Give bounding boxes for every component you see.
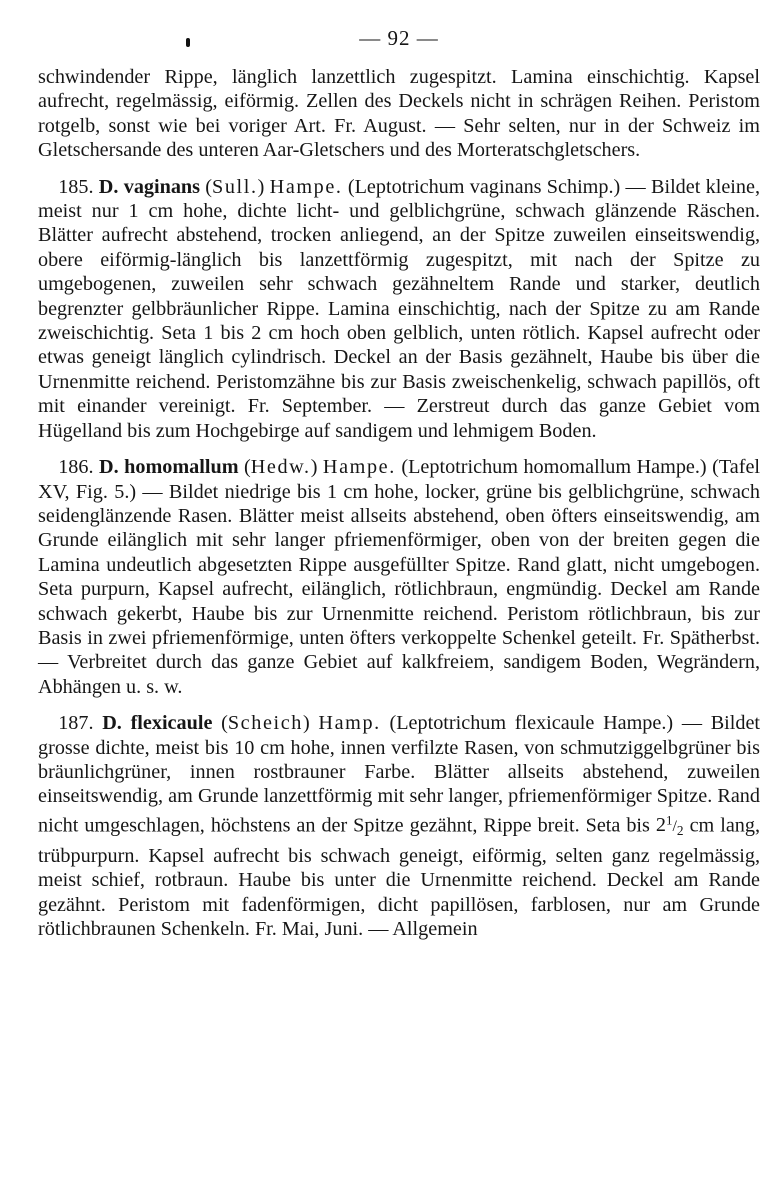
paren-open: (	[221, 712, 228, 735]
entry-187	[38, 711, 760, 941]
author-name: Sull.	[212, 175, 258, 198]
paren-close: )	[302, 712, 310, 735]
ink-mark	[186, 38, 190, 47]
species-name: vaginans	[123, 175, 201, 198]
authority-name: Hamp.	[318, 712, 381, 735]
fraction-denominator: 2	[676, 823, 684, 839]
entry-body: (Leptotrichum vaginans Schimp.) — Bildet kleine, meist nur 1 cm hohe, dichte licht- und gelblichgrüne, schwach glänzende Räschen. Blätter aufrecht abstehend, trocken anliegend, an der Spitze zuweilen einseitswendig, obere eiförmig-länglich bis lanzettförmig zugespitzt, mit nach der Spitze zu umgebogenen, zuweilen sehr schwach gezähneltem Rande und starker, deutlich begrenzter gelbbräunlicher Rippe. Lamina einschichtig, nach der Spitze zu am Rande zweischichtig. Seta 1 bis 2 cm hoch oben gelblich, unten rötlich. Kapsel aufrecht oder etwas geneigt länglich cylindrisch. Deckel an der Basis gezähnelt, Haube bis über die Urnenmitte reichend. Peristomzähne bis zur Basis zweischenkelig, schwach papillös, oft mit einander vereinigt. Fr. September. — Zerstreut durch das ganze Gebiet vom Hügelland bis zum Hochgebirge auf sandigem und lehmigem Boden.	[38, 175, 760, 442]
genus-abbrev: D.	[98, 175, 119, 198]
paren-open: (	[205, 175, 213, 198]
genus-abbrev: D.	[99, 456, 119, 479]
entry-185	[38, 175, 760, 443]
intro-paragraph: schwindender Rippe, länglich lanzettlich zugespitzt. Lamina einschichtig. Kapsel aufrecht, regelmässig, eiförmig. Zellen des Deckels nicht in schrägen Reihen. Peristom rotgelb, sonst wie bei voriger Art. Fr. August. — Sehr selten, nur in der Schweiz im Gletschersande des unteren Aar-Gletschers und des Morteratschgletschers.	[38, 66, 760, 162]
species-name: flexicaule	[130, 712, 213, 735]
fraction-whole: 2	[655, 814, 666, 837]
authority-name: Hampe.	[322, 456, 396, 479]
entry-number: 185.	[58, 175, 94, 198]
page-number: — 92 —	[359, 26, 439, 50]
paren-close: )	[257, 175, 265, 198]
species-name: homomallum	[124, 456, 239, 479]
entry-body-part-b: cm lang, trübpurpurn. Kapsel aufrecht bis schwach geneigt, eiförmig, selten ganz regelmässig, meist schief, rotbraun. Haube bis unter die Urnenmitte reichend. Deckel am Rande gezähnt. Peristom mit fadenförmigen, dicht papillösen, farblosen, nur am Grunde rötlichbraunen Schenkeln. Fr. Mai, Juni. — Allgemein	[38, 814, 761, 940]
entry-number: 186.	[58, 456, 94, 479]
entry-186	[38, 455, 760, 699]
entry-number: 187.	[58, 712, 94, 735]
fraction-numerator: 1	[665, 812, 673, 828]
paren-close: )	[310, 456, 318, 479]
entry-body-part-a: (Leptotrichum flexicaule Hampe.) — Bildet grosse dichte, meist bis 10 cm hohe, innen verfilzte Rasen, von schmutziggelbgrüner bis bräunlichgrüner, innen rostbrauner Farbe. Blätter allseits abstehend, zuweilen einseitswendig, am Grunde lanzettförmig mit sehr langer, pfriemenförmiger Spitze. Rand nicht umgeschlagen, höchstens an der Spitze gezähnt, Rippe breit. Seta bis	[38, 712, 761, 837]
entry-body: (Leptotrichum homomallum Hampe.) (Tafel XV, Fig. 5.) — Bildet niedrige bis 1 cm hohe, locker, grüne bis gelblichgrüne, schwach seidenglänzende Rasen. Blätter meist allseits abstehend, oben öfters einseitswendig, am Grunde eilänglich mit sehr langer pfriemenförmiger, oben von der breiten gegen die Lamina undeutlich abgesetzten Rippe ausgefüllter Spitze. Rand glatt, nicht umgebogen. Seta purpurn, Kapsel aufrecht, eilänglich, rötlichbraun, engmündig. Deckel am Rande schwach gekerbt, Haube bis zur Urnenmitte reichend. Peristom rötlichbraun, bis zur Basis in zwei pfriemenförmige, unten öfters verkoppelte Schenkel geteilt. Fr. Spätherbst. — Verbreitet durch das ganze Gebiet auf kalkfreiem, sandigem Boden, Wegrändern, Abhängen u. s. w.	[38, 456, 761, 698]
fraction-slash: /	[672, 818, 677, 836]
author-name: Scheich	[227, 712, 303, 735]
genus-abbrev: D.	[102, 712, 122, 735]
fraction	[655, 812, 684, 839]
paren-open: (	[244, 456, 251, 479]
author-name: Hedw.	[250, 456, 311, 479]
authority-name: Hampe.	[269, 175, 343, 198]
